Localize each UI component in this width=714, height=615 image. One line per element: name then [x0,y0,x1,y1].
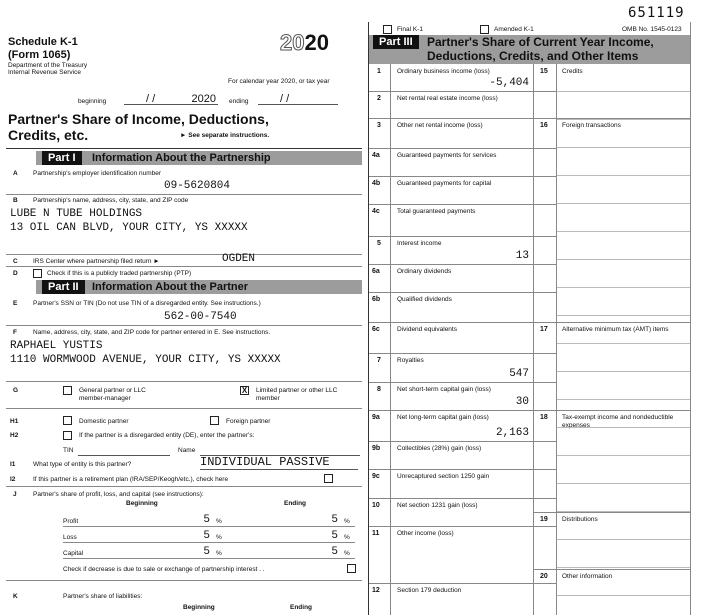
j-row-label: Capital [63,550,84,557]
part3-line-8[interactable] [369,382,556,410]
partnership-address[interactable]: 13 OIL CAN BLVD, YOUR CITY, YS XXXXX [10,222,248,234]
beginning-date-field[interactable] [124,93,218,105]
part3-line-value: 30 [515,396,529,408]
part3-box-number: 19 [540,516,548,523]
ending-slashes: / / [280,93,290,105]
part3-line-10[interactable] [369,498,556,526]
part3-line-number: 7 [377,357,381,364]
part3-line-number: 2 [377,95,381,102]
part3-box-15[interactable] [534,64,690,84]
part3-line-value: 2,163 [495,427,529,439]
decrease-checkbox[interactable] [347,564,356,573]
k-ending-header: Ending [290,604,313,611]
line-K-letter: K [13,593,18,600]
part3-right-rule [557,147,690,148]
line-C-label: IRS Center where partnership filed return ► [33,258,160,265]
line-E-label: Partner's SSN or TIN (Do not use TIN of a disregarded entity. See instructions.) [33,300,261,307]
part3-line-label: Guaranteed payments for capital [397,180,492,187]
part3-box-20[interactable] [534,569,690,589]
part3-line-9c[interactable] [369,469,556,498]
part3-line-5[interactable] [369,236,556,264]
line-I1-letter: I1 [10,461,16,468]
barcode-number: 651119 [628,5,685,21]
amended-k1-label: Amended K-1 [494,26,534,33]
j-row-end-pct: % [344,518,350,525]
final-k1-checkbox[interactable] [383,25,392,34]
part3-line-number: 4a [372,152,380,159]
part3-line-label: Ordinary dividends [397,268,452,275]
tin-label: TIN [63,447,74,454]
j-row-end[interactable]: 5 [331,514,338,526]
line-B-letter: B [13,197,18,204]
part3-line-number: 9b [372,445,381,452]
line-H2-letter: H2 [10,432,19,439]
part3-right-divider [534,569,690,570]
part3-box-number: 20 [540,573,548,580]
beginning-label: beginning [78,98,107,105]
part1-title: Information About the Partnership [92,152,271,164]
part3-line-3[interactable] [369,118,556,148]
part3-right-rule [557,287,690,288]
part3-line-label: Net section 1231 gain (loss) [397,502,478,509]
limited-partner-checkbox[interactable]: X [241,386,248,395]
part3-title-line1: Partner's Share of Current Year Income, [427,35,654,49]
part3-line-number: 3 [377,122,381,129]
j-ending-header: Ending [284,500,307,507]
amended-k1-checkbox[interactable] [480,25,489,34]
line-I2-label: If this partner is a retirement plan (IRA/SEP/Keogh/etc.), check here [33,476,229,483]
part3-box-label: Tax-exempt income and nondeductible expenses [562,414,674,429]
decrease-label: Check if decrease is due to sale or exchange of partnership interest . . [63,566,265,573]
part3-title-line2: Deductions, Credits, and Other Items [427,49,639,63]
limited-partner-line1: Limited partner or other LLC [256,387,338,394]
calendar-year-text: For calendar year 2020, or tax year [228,78,330,85]
see-instructions: ► See separate instructions. [180,132,270,139]
retirement-plan-checkbox[interactable] [324,474,333,483]
part3-box-label: Credits [562,68,583,75]
de-tin-field[interactable] [78,454,170,456]
line-B-label: Partnership's name, address, city, state, and ZIP code [33,197,189,204]
part3-line-label: Total guaranteed payments [397,208,476,215]
part3-right-rule [557,259,690,260]
part3-box-label: Alternative minimum tax (AMT) items [562,326,669,333]
line-D-letter: D [13,270,18,277]
form-number: (Form 1065) [8,49,71,61]
beginning-year: 2020 [191,93,216,105]
final-k1-label: Final K-1 [397,26,424,33]
part3-line-label: Net long-term capital gain (loss) [397,414,489,421]
line-C-letter: C [13,258,18,265]
part3-line-number: 9a [372,414,380,421]
part3-right-divider [534,118,690,119]
j-row-end[interactable]: 5 [331,546,338,558]
part3-line-label: Collectibles (28%) gain (loss) [397,445,482,452]
part3-box-label: Other information [562,573,613,580]
part3-right-rule [557,91,690,92]
j-row-rule [63,558,355,559]
part3-line-6b[interactable] [369,292,556,322]
form-title-line1: Partner's Share of Income, Deductions, [8,111,269,127]
part3-line-9a[interactable] [369,410,556,441]
part3-right-rule [557,399,690,400]
part3-line-6c[interactable] [369,322,556,353]
j-row-rule [63,526,355,527]
line-A-label: Partnership's employer identification number [33,170,162,177]
part3-box-16[interactable] [534,118,690,138]
part3-line-label: Royalties [397,357,424,364]
part3-line-4b[interactable] [369,176,556,204]
foreign-partner-checkbox[interactable] [210,416,219,425]
part3-line-value: -5,404 [489,77,529,89]
part3-line-number: 4b [372,180,381,187]
part3-box-label: Distributions [562,516,598,523]
part3-line-label: Qualified dividends [397,296,452,303]
part3-box-number: 18 [540,414,548,421]
part3-box-number: 15 [540,68,548,75]
tax-year-prefix: 20 [280,30,305,55]
tax-year-suffix: 20 [304,30,329,55]
part3-right-divider [534,512,690,513]
partner-address[interactable]: 1110 WORMWOOD AVENUE, YOUR CITY, YS XXXXX [10,354,281,366]
part3-box-label: Foreign transactions [562,122,621,129]
part3-right-rule [557,455,690,456]
part3-right-rule [557,483,690,484]
form-title-line2: Credits, etc. [8,127,89,143]
irs-center[interactable]: OGDEN [222,253,256,265]
part3-right-rule [557,371,690,372]
j-row-end[interactable]: 5 [331,530,338,542]
part2-header [36,280,362,294]
part3-right-rule [557,315,690,316]
part3-line-number: 6a [372,268,380,275]
j-row-end-pct: % [344,550,350,557]
part3-right-rule [557,567,690,568]
j-row-begin-pct: % [216,550,222,557]
line-E-letter: E [13,300,18,307]
j-row-label: Loss [63,534,77,541]
line-K-label: Partner's share of liabilities: [63,593,143,600]
j-row-end-pct: % [344,534,350,541]
omb-number: OMB No. 1545-0123 [622,26,682,33]
partnership-ein[interactable]: 09-5620804 [164,180,231,192]
line-H2-label: If the partner is a disregarded entity (DE), enter the partner's: [79,432,255,439]
limited-partner-line2: member [256,395,280,402]
part3-line-number: 1 [377,68,381,75]
part3-line-number: 6b [372,296,381,303]
j-row-begin[interactable]: 5 [203,530,210,542]
part3-line-number: 6c [372,326,380,333]
part3-line-label: Dividend equivalents [397,326,457,333]
general-partner-label [79,387,146,403]
part3-line-4c[interactable] [369,204,556,236]
part3-right-rule [557,175,690,176]
part3-line-label: Other net rental income (loss) [397,122,483,129]
part3-right-divider [534,322,690,323]
part3-right-rule [557,119,690,120]
part3-right-rule [557,203,690,204]
line-I1-label: What type of entity is this partner? [33,461,132,468]
line-D-label: Check if this is a publicly traded partnership (PTP) [47,270,192,277]
line-I2-letter: I2 [10,476,16,483]
irs-label: Internal Revenue Service [8,69,81,76]
partnership-name[interactable]: LUBE N TUBE HOLDINGS [10,208,143,220]
part3-line-9b[interactable] [369,441,556,469]
part3-line-number: 12 [372,587,380,594]
part3-line-label: Other income (loss) [397,530,454,537]
part3-line-4a[interactable] [369,148,556,176]
part3-right-rule [557,539,690,540]
partner-ssn[interactable]: 562-00-7540 [164,311,237,323]
ptp-checkbox[interactable] [33,269,42,278]
part3-right-rule [557,427,690,428]
part3-box-19[interactable] [534,512,690,532]
part3-tag: Part III [373,35,419,49]
part3-header [369,35,690,64]
part3-line-11[interactable] [369,526,556,583]
general-partner-line1: General partner or LLC [79,387,146,394]
ending-label: ending [229,98,249,105]
domestic-partner-label: Domestic partner [79,418,129,425]
part3-line-number: 4c [372,208,380,215]
part3-box-number: 17 [540,326,548,333]
part3-line-number: 5 [377,240,381,247]
limited-partner-label [256,387,337,403]
partner-name[interactable]: RAPHAEL YUSTIS [10,340,103,352]
j-row-rule [63,542,355,543]
schedule-title: Schedule K-1 [8,36,78,48]
name-label: Name [178,447,196,454]
part3-line-label: Ordinary business income (loss) [397,68,490,75]
general-partner-checkbox[interactable] [63,386,72,395]
j-row-begin-pct: % [216,518,222,525]
beginning-slashes: / / [146,93,156,105]
part3-line-value: 547 [509,368,529,380]
j-row-begin[interactable]: 5 [203,546,210,558]
entity-type[interactable]: INDIVIDUAL PASSIVE [200,455,358,470]
part1-tag: Part I [42,151,82,165]
part3-line-1[interactable] [369,64,556,91]
part3-line-label: Interest income [397,240,442,247]
line-J-label: Partner's share of profit, loss, and capital (see instructions): [33,491,204,498]
j-row-begin-pct: % [216,534,222,541]
ending-date-field[interactable] [258,93,338,105]
part3-right-rule [557,231,690,232]
part3-line-label: Section 179 deduction [397,587,462,594]
part3-box-17[interactable] [534,322,690,342]
part2-tag: Part II [42,280,85,294]
part3-line-12[interactable] [369,583,556,615]
part3-line-7[interactable] [369,353,556,382]
domestic-partner-checkbox[interactable] [63,416,72,425]
general-partner-line2: member-manager [79,395,131,402]
part3-right-rule [557,343,690,344]
part3-box-number: 16 [540,122,548,129]
j-row-label: Profit [63,518,79,525]
line-G-letter: G [13,387,19,394]
line-J-letter: J [13,491,17,498]
j-row-begin[interactable]: 5 [203,514,210,526]
dept-treasury: Department of the Treasury [8,62,88,69]
line-H1-letter: H1 [10,418,19,425]
part1-header [36,151,362,165]
part3-line-number: 9c [372,473,380,480]
foreign-partner-label: Foreign partner [226,418,271,425]
part3-line-label: Unrecaptured section 1250 gain [397,473,490,480]
part2-title: Information About the Partner [92,281,249,293]
part3-line-2[interactable] [369,91,556,118]
part3-line-number: 11 [372,530,380,537]
part3-line-label: Net short-term capital gain (loss) [397,386,491,393]
line-A-letter: A [13,170,18,177]
part3-line-value: 13 [515,250,529,262]
tax-year [280,30,329,56]
k-beginning-header: Beginning [183,604,215,611]
part3-right-divider [534,410,690,411]
part3-line-number: 10 [372,502,380,509]
disregarded-entity-checkbox[interactable] [63,431,72,440]
line-F-label: Name, address, city, state, and ZIP code for partner entered in E. See instructions. [33,329,271,336]
part3-line-label: Net rental real estate income (loss) [397,95,498,102]
part3-line-6a[interactable] [369,264,556,292]
line-F-letter: F [13,329,17,336]
part3-line-label: Guaranteed payments for services [397,152,497,159]
part3-right-rule [557,595,690,596]
part3-line-number: 8 [377,386,381,393]
j-beginning-header: Beginning [126,500,158,507]
